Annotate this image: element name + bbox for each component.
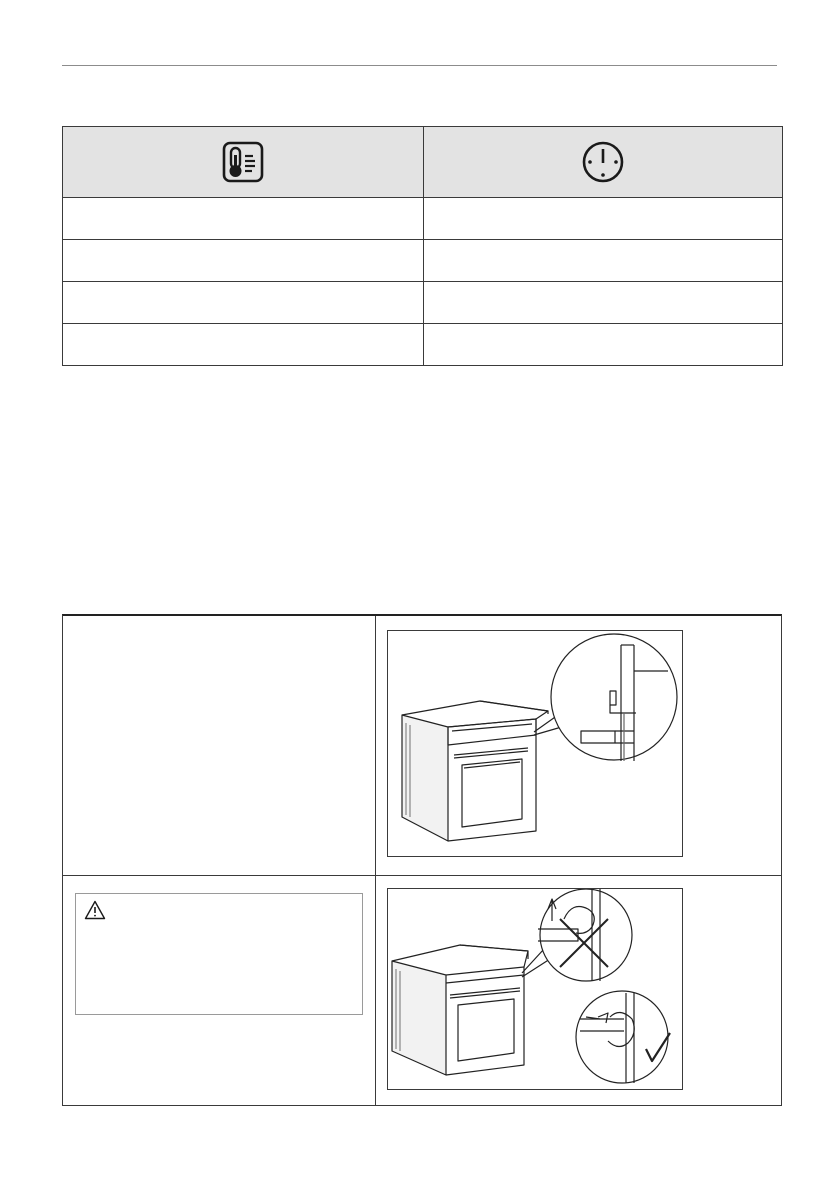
oven-top-fixing-illustration	[387, 630, 683, 857]
thermometer-icon	[222, 141, 264, 183]
table-cell	[424, 324, 783, 366]
table-header-row	[63, 127, 783, 198]
row-divider	[63, 875, 781, 876]
temperature-table	[62, 126, 783, 366]
column-divider	[375, 616, 376, 1105]
table-row	[63, 282, 783, 324]
table-cell	[424, 198, 783, 240]
header-temperature	[63, 127, 424, 198]
table-cell	[63, 324, 424, 366]
table-row	[63, 240, 783, 282]
header-rule	[62, 65, 777, 66]
table-cell	[63, 240, 424, 282]
table-cell	[424, 240, 783, 282]
table-cell	[63, 198, 424, 240]
clock-icon	[581, 140, 625, 184]
oven-grip-image	[388, 889, 682, 1089]
table-cell	[424, 282, 783, 324]
header-time	[424, 127, 783, 198]
oven-illustration-image	[388, 631, 682, 856]
oven-door-grip-illustration	[387, 888, 683, 1090]
warning-box	[75, 893, 363, 1015]
table-row	[63, 324, 783, 366]
installation-box	[62, 614, 782, 1106]
table-row	[63, 198, 783, 240]
table-cell	[63, 282, 424, 324]
warning-triangle-icon	[84, 900, 106, 920]
